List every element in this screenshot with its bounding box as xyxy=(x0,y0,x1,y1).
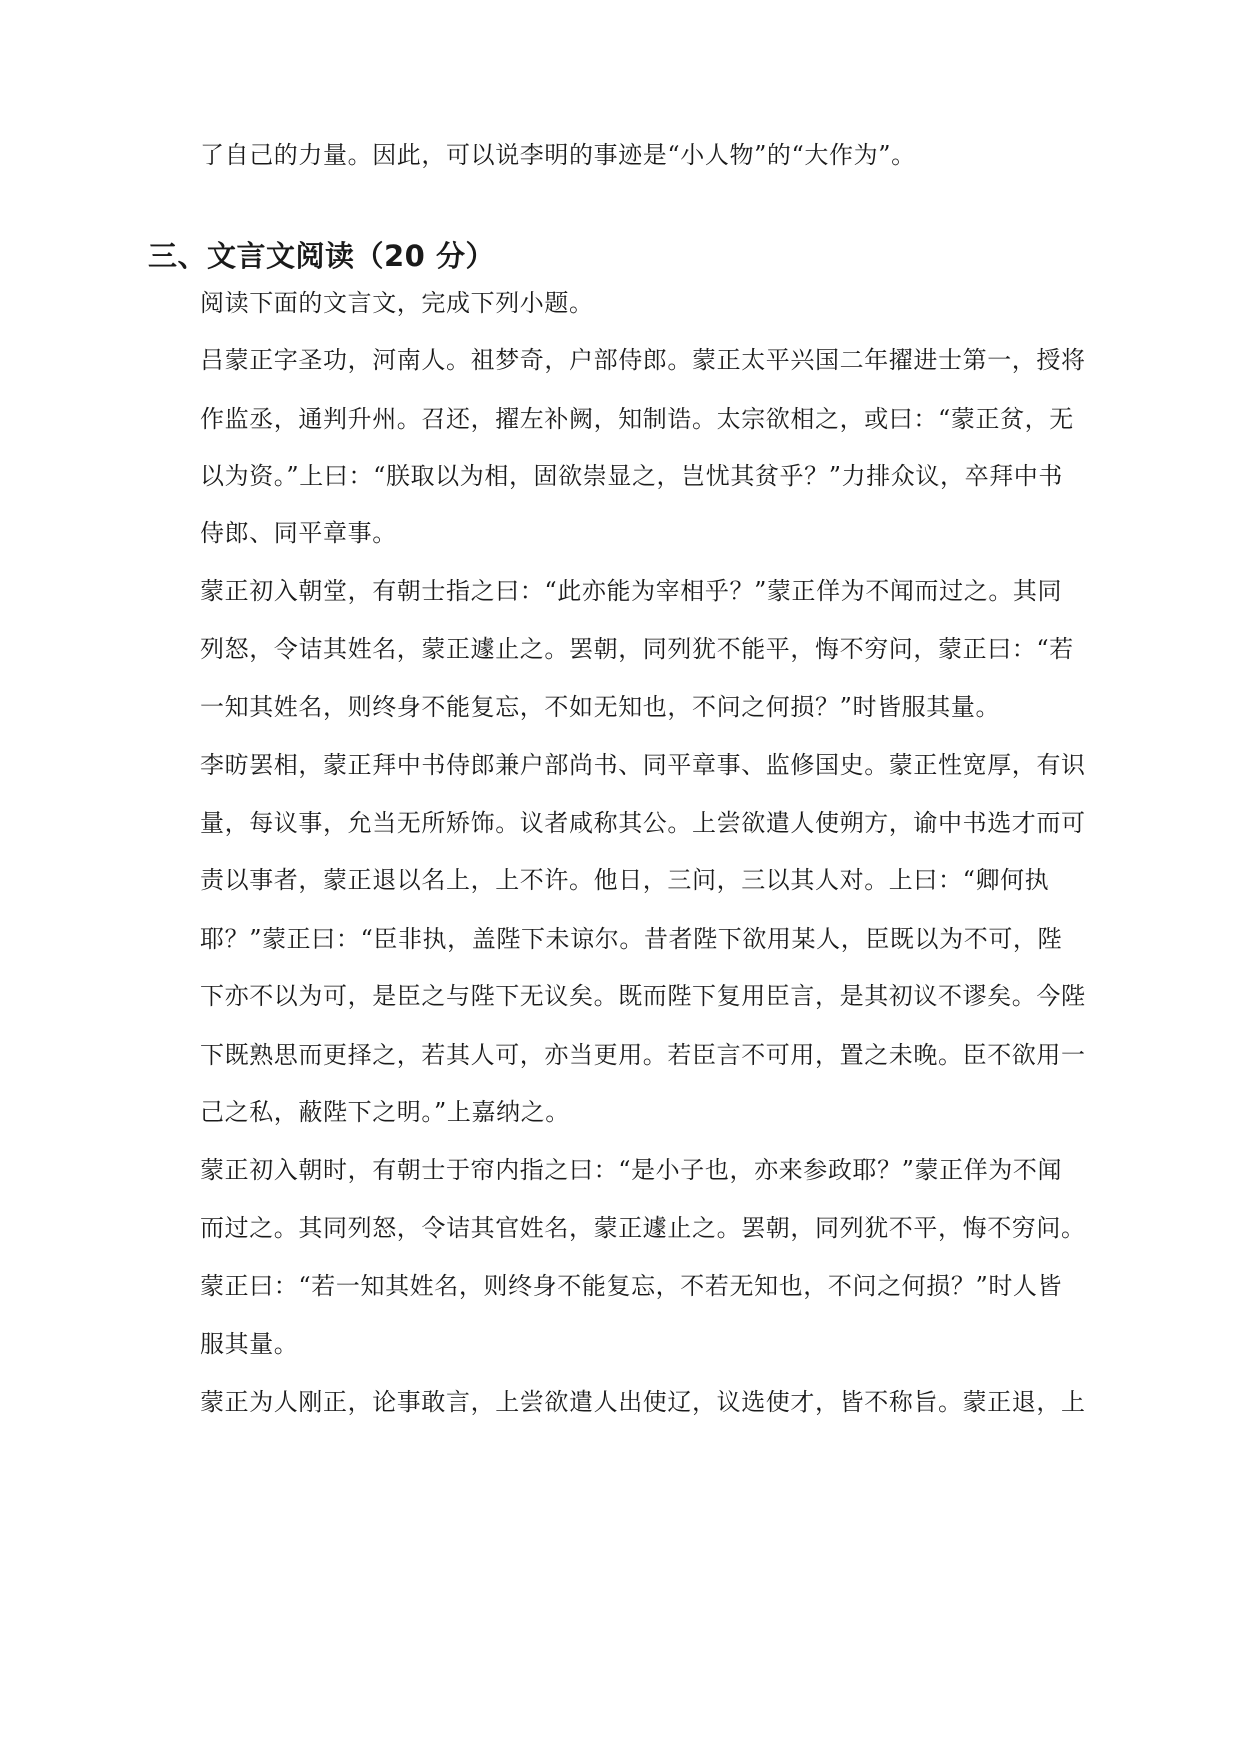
paragraph-line: 下既熟思而更择之，若其人可，亦当更用。若臣言不可用，置之未晚。臣不欲用一 xyxy=(200,1041,1086,1069)
paragraph-line: 李昉罢相，蒙正拜中书侍郎兼户部尚书、同平章事、监修国史。蒙正性宽厚，有识 xyxy=(200,751,1086,779)
paragraph-line: 作监丞，通判升州。召还，擢左补阙，知制诰。太宗欲相之，或曰：“蒙正贫，无 xyxy=(200,405,1074,433)
section-heading: 三、文言文阅读（20 分） xyxy=(148,239,495,273)
paragraph-line: 下亦不以为可，是臣之与陛下无议矣。既而陛下复用臣言，是其初议不谬矣。今陛 xyxy=(200,982,1086,1010)
paragraph-line: 侍郎、同平章事。 xyxy=(200,519,397,547)
paragraph-line: 一知其姓名，则终身不能复忘，不如无知也，不问之何损？”时皆服其量。 xyxy=(200,693,1001,721)
paragraph-line: 服其量。 xyxy=(200,1330,299,1358)
paragraph-line: 耶？”蒙正曰：“臣非执，盖陛下未谅尔。昔者陛下欲用某人，臣既以为不可，陛 xyxy=(200,925,1063,953)
paragraph-line: 列怒，令诘其姓名，蒙正遽止之。罢朝，同列犹不能平，悔不穷问，蒙正曰：“若 xyxy=(200,635,1074,663)
paragraph-line: 吕蒙正字圣功，河南人。祖梦奇，户部侍郎。蒙正太平兴国二年擢进士第一，授将 xyxy=(200,346,1086,374)
paragraph-line: 阅读下面的文言文，完成下列小题。 xyxy=(200,289,594,317)
paragraph-line: 蒙正初入朝时，有朝士于帘内指之曰：“是小子也，亦来参政耶？”蒙正佯为不闻 xyxy=(200,1156,1063,1184)
paragraph-line: 量，每议事，允当无所矫饰。议者咸称其公。上尝欲遣人使朔方，谕中书选才而可 xyxy=(200,809,1086,837)
paragraph-line: 责以事者，蒙正退以名上，上不许。他日，三问，三以其人对。上曰：“卿何执 xyxy=(200,866,1050,894)
paragraph-line: 了自己的力量。因此，可以说李明的事迹是“小人物”的“大作为”。 xyxy=(200,141,916,169)
paragraph-line: 而过之。其同列怒，令诘其官姓名，蒙正遽止之。罢朝，同列犹不平，悔不穷问。 xyxy=(200,1214,1086,1242)
paragraph-line: 蒙正曰：“若一知其姓名，则终身不能复忘，不若无知也，不问之何损？”时人皆 xyxy=(200,1272,1063,1300)
paragraph-line: 蒙正为人刚正，论事敢言，上尝欲遣人出使辽，议选使才，皆不称旨。蒙正退，上 xyxy=(200,1388,1086,1416)
paragraph-line: 己之私，蔽陛下之明。”上嘉纳之。 xyxy=(200,1098,570,1126)
paragraph-line: 蒙正初入朝堂，有朝士指之曰：“此亦能为宰相乎？”蒙正佯为不闻而过之。其同 xyxy=(200,577,1063,605)
paragraph-line: 以为资。”上曰：“朕取以为相，固欲崇显之，岂忧其贫乎？”力排众议，卒拜中书 xyxy=(200,462,1064,490)
